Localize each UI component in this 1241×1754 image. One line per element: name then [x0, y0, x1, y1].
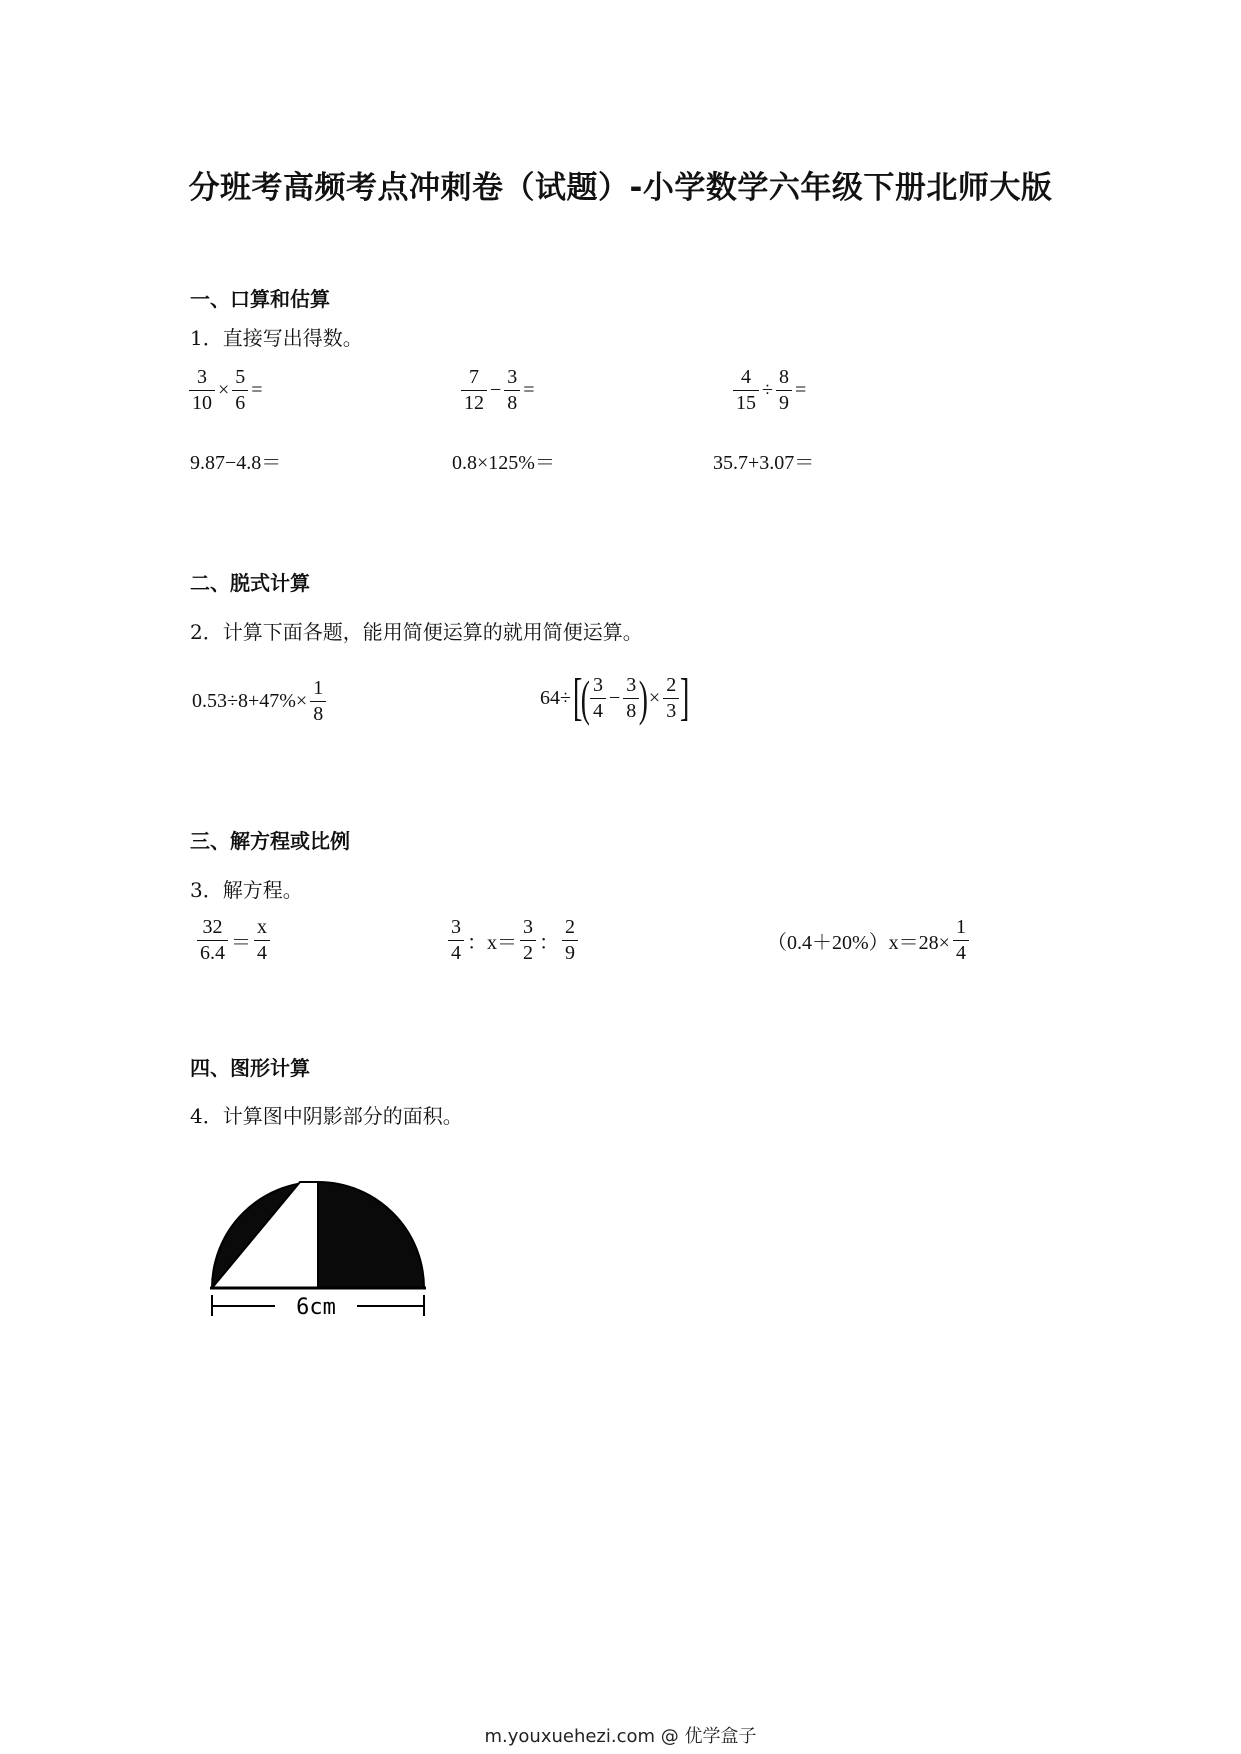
footer-watermark: m.youxuehezi.com @ 优学盒子 [484, 1726, 757, 1747]
question-1-text: 1．直接写出得数。 [190, 326, 363, 350]
section-heading-calc: 二、脱式计算 [190, 571, 310, 595]
question-4-text: 4．计算图中阴影部分的面积。 [190, 1104, 463, 1128]
equation-1: $\frac{32}{6.4}$ ＝ $\frac{x}{4}$ [196, 915, 271, 966]
section-heading-geometry: 四、图形计算 [190, 1056, 310, 1080]
shaded-area-diagram [205, 1170, 435, 1325]
right-shaded-region [318, 1182, 424, 1288]
equation-2: $\frac{3}{4}$ ：x＝ $\frac{3}{2}$ ： $\frac{2}{9}$ [447, 915, 579, 966]
oral-expression-3: $\frac{4}{15}$ ÷ $\frac{8}{9}$ = [732, 365, 808, 416]
dimension-label: 6cm [296, 1295, 336, 1320]
question-3-text: 3．解方程。 [190, 878, 303, 902]
section-heading-equations: 三、解方程或比例 [190, 829, 350, 853]
oral-expression-6: 35.7+3.07＝ [713, 452, 815, 474]
oral-expression-2: $\frac{7}{12}$ − $\frac{3}{8}$ = [460, 365, 537, 416]
section-heading-oral: 一、口算和估算 [190, 287, 330, 311]
calc-expression-1: 0.53÷8+47%× $\frac{1}{8}$ [190, 676, 327, 727]
page-title: 分班考高频考点冲刺卷（试题）-小学数学六年级下册北师大版 [188, 170, 1053, 206]
question-2-text: 2．计算下面各题，能用简便运算的就用简便运算。 [190, 620, 643, 644]
semicircle-figure [205, 1170, 435, 1325]
oral-expression-1: $\frac{3}{10}$ × $\frac{5}{6}$ = [188, 365, 265, 416]
equation-3: （0.4＋20%）x＝28× $\frac{1}{4}$ [765, 915, 970, 966]
oral-expression-5: 0.8×125%＝ [452, 452, 555, 474]
calc-expression-2: 64÷[( $\frac{3}{4}$ − $\frac{3}{8}$ )× $\frac{2}{3}$ ] [540, 669, 690, 726]
oral-expression-4: 9.87−4.8＝ [190, 452, 282, 474]
